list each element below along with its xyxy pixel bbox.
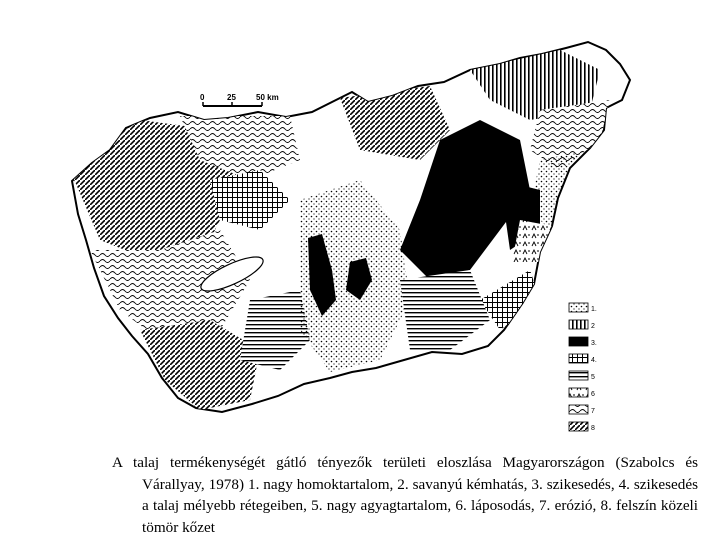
legend-label-1: 1. xyxy=(591,306,597,313)
legend-swatch-2 xyxy=(569,320,588,329)
legend-swatch-6 xyxy=(569,388,588,397)
legend-label-2: 2 xyxy=(591,323,595,330)
legend-swatch-4 xyxy=(569,354,588,363)
legend-label-6: 6 xyxy=(591,391,595,398)
legend-label-8: 8 xyxy=(591,425,595,432)
scale-label-0: 0 xyxy=(200,93,205,102)
legend-swatch-7 xyxy=(569,405,588,414)
legend-swatch-8 xyxy=(569,422,588,431)
legend-label-7: 7 xyxy=(591,408,595,415)
legend-label-5: 5 xyxy=(591,374,595,381)
legend-swatch-5 xyxy=(569,371,588,380)
scale-bar xyxy=(200,93,279,106)
figure-caption xyxy=(112,452,698,538)
scale-label-50: 50 km xyxy=(256,93,279,102)
legend-label-4: 4. xyxy=(591,357,597,364)
caption-text: A talaj termékenységét gátló tényezők területi eloszlása Magyarországon (Szabolcs és Várallyay, 1978) 1. nagy homoktartalom, 2. savanyú kémhatás, 3. szikesedés, 4. szikesedés a talaj mélyebb rétegeiben, 5. nagy agyagtartalom, 6. láposodás, 7. erózió, 8. felszín közeli tömör kőzet xyxy=(112,454,698,536)
legend-label-3: 3. xyxy=(591,340,597,347)
map-legend xyxy=(569,303,597,432)
scale-label-25: 25 xyxy=(227,93,236,102)
legend-swatch-1 xyxy=(569,303,588,312)
legend-swatch-3 xyxy=(569,337,588,346)
